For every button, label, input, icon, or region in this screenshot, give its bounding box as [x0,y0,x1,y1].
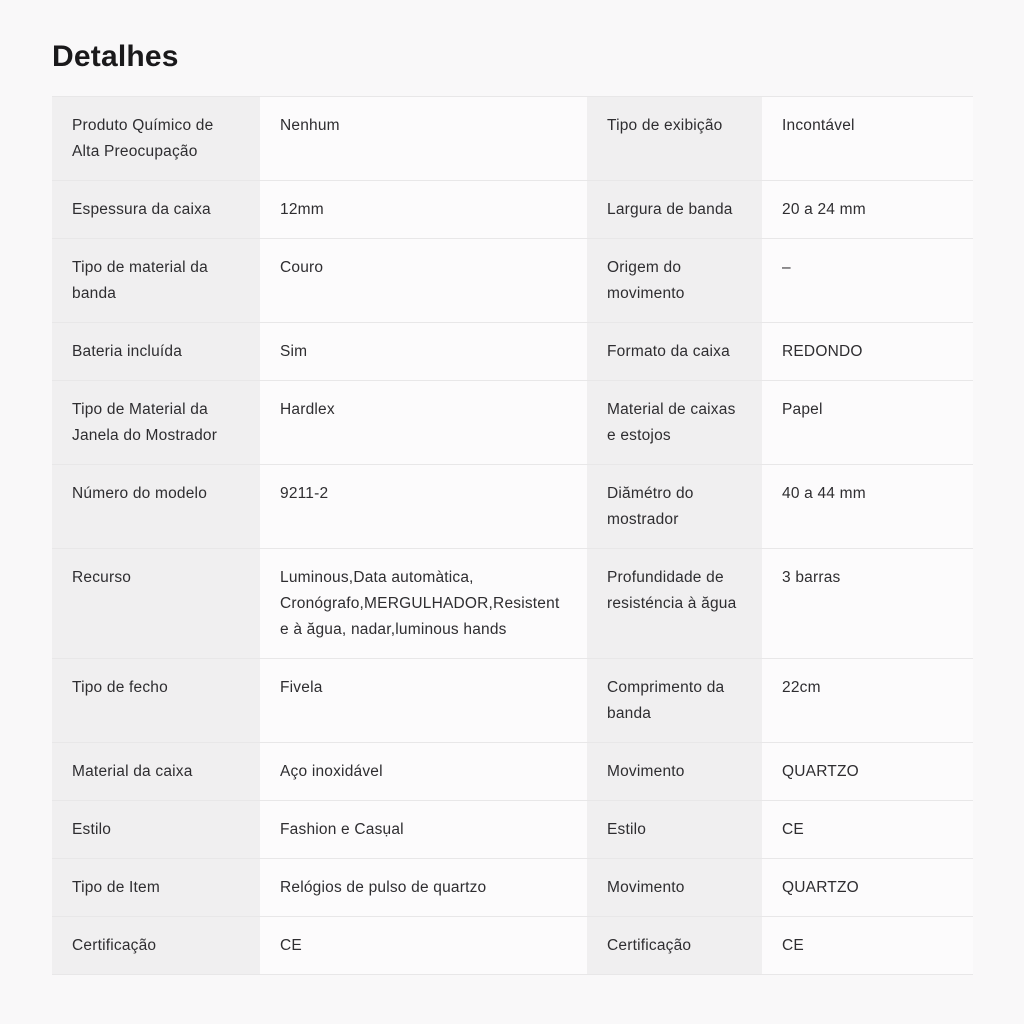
spec-value-right: Papel [762,381,973,464]
table-row [52,801,973,859]
page-title: Detalhes [52,40,179,73]
spec-label-left: Recurso [52,549,260,658]
spec-value-left: 12mm [260,181,587,238]
spec-value-left: Nenhum [260,97,587,180]
spec-value-left: Luminous,Data automàtica, Cronógrafo,MERGULHADOR,Resistente à ăgua, nadar,luminous hands [260,549,587,658]
spec-value-right: Incontável [762,97,973,180]
table-row [52,659,973,743]
spec-label-right: Certificação [587,917,762,974]
spec-label-left: Certificação [52,917,260,974]
spec-label-left: Número do modelo [52,465,260,548]
spec-value-left: Hardlex [260,381,587,464]
spec-label-right: Largura de banda [587,181,762,238]
spec-value-right: – [762,239,973,322]
spec-value-right: 22cm [762,659,973,742]
spec-value-left: Sim [260,323,587,380]
table-row [52,239,973,323]
spec-label-left: Tipo de material da banda [52,239,260,322]
table-row [52,859,973,917]
spec-label-right: Comprimento da banda [587,659,762,742]
table-row [52,381,973,465]
spec-label-left: Bateria incluída [52,323,260,380]
spec-value-left: CE [260,917,587,974]
spec-label-left: Produto Químico de Alta Preocupação [52,97,260,180]
spec-value-right: QUARTZO [762,743,973,800]
spec-label-left: Espessura da caixa [52,181,260,238]
spec-label-right: Material de caixas e estojos [587,381,762,464]
spec-label-right: Movimento [587,859,762,916]
spec-label-left: Material da caixa [52,743,260,800]
spec-value-left: Fivela [260,659,587,742]
table-row [52,181,973,239]
spec-value-right: 40 a 44 mm [762,465,973,548]
spec-label-right: Tipo de exibição [587,97,762,180]
spec-value-right: 20 a 24 mm [762,181,973,238]
table-row [52,917,973,975]
spec-label-right: Diămétro do mostrador [587,465,762,548]
table-row [52,323,973,381]
table-row [52,549,973,659]
spec-value-left: Aço inoxidável [260,743,587,800]
spec-value-left: Couro [260,239,587,322]
spec-label-right: Estilo [587,801,762,858]
table-row [52,97,973,181]
spec-value-right: CE [762,917,973,974]
spec-value-right: QUARTZO [762,859,973,916]
spec-value-left: 9211-2 [260,465,587,548]
spec-label-right: Formato da caixa [587,323,762,380]
spec-value-left: Relógios de pulso de quartzo [260,859,587,916]
table-row [52,743,973,801]
spec-label-left: Tipo de fecho [52,659,260,742]
spec-value-right: REDONDO [762,323,973,380]
details-table [52,96,973,975]
spec-label-right: Origem do movimento [587,239,762,322]
spec-value-right: 3 barras [762,549,973,658]
spec-label-left: Tipo de Material da Janela do Mostrador [52,381,260,464]
spec-value-right: CE [762,801,973,858]
spec-label-right: Profundidade de resisténcia à ăgua [587,549,762,658]
table-row [52,465,973,549]
spec-value-left: Fashion e Casụal [260,801,587,858]
spec-label-left: Tipo de Item [52,859,260,916]
spec-label-right: Movimento [587,743,762,800]
spec-label-left: Estilo [52,801,260,858]
